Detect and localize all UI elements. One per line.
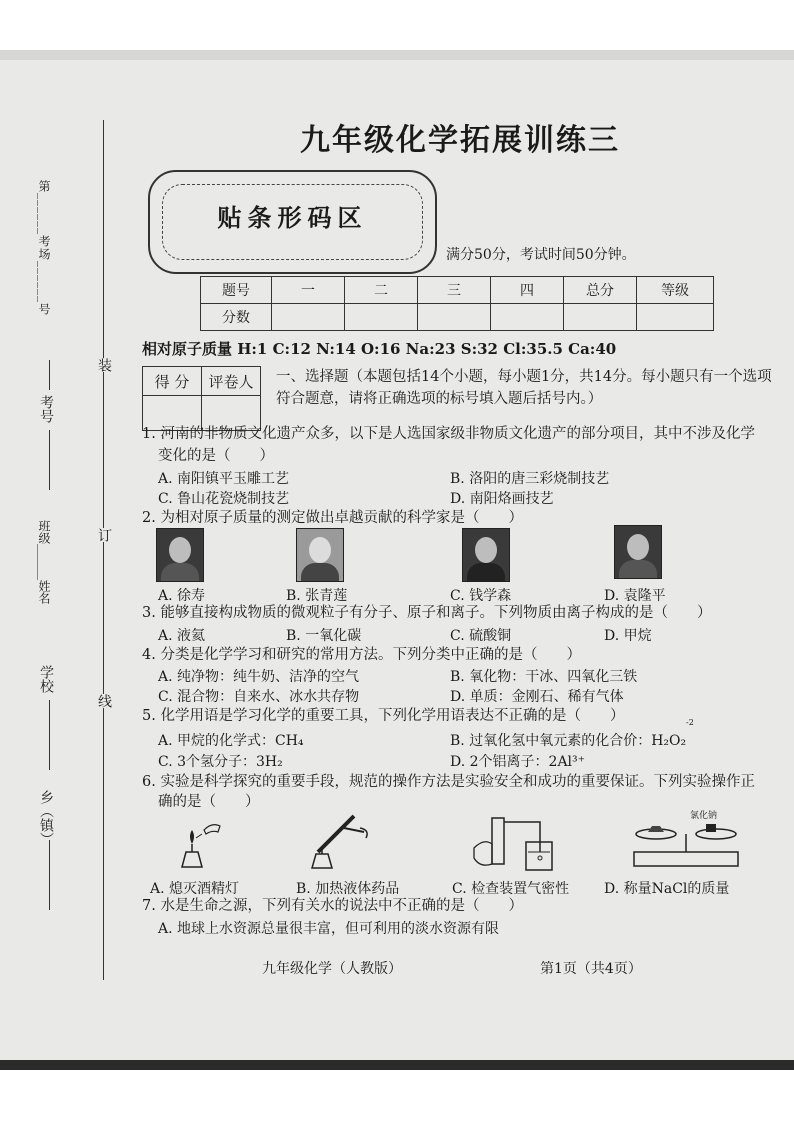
q5-option-a: A. 甲烷的化学式：CH₄	[158, 733, 304, 749]
q3-option-d: D. 甲烷	[604, 628, 652, 644]
q6-stem-2: 确的是（ ）	[158, 794, 260, 810]
q4-option-d: D. 单质：金刚石、稀有气体	[450, 689, 624, 705]
q7-stem: 7. 水是生命之源，下列有关水的说法中不正确的是（ ）	[142, 898, 523, 914]
school-line	[49, 700, 50, 770]
full-score-note: 满分50分，考试时间50分钟。	[446, 247, 636, 263]
q5-option-d: D. 2个铝离子：2Al³⁺	[450, 754, 586, 770]
score-table-header-row	[201, 277, 714, 304]
score-input-cell[interactable]	[637, 304, 714, 331]
q5-stem: 5. 化学用语是学习化学的重要工具，下列化学用语表达不正确的是（ ）	[142, 708, 625, 724]
q6-option-c: C. 检查装置气密性	[452, 881, 570, 897]
score-input-cell[interactable]	[272, 304, 345, 331]
table-cell: 等级	[637, 277, 714, 304]
paper-top-edge	[0, 50, 794, 60]
school-label: 学校	[38, 665, 54, 693]
q1-option-a: A. 南阳镇平玉雕工艺	[158, 471, 290, 487]
q6-option-d: D. 称量NaCl的质量	[604, 881, 730, 897]
footer-page-number: 第1页（共4页）	[540, 961, 642, 977]
score-input-cell[interactable]	[491, 304, 564, 331]
score-input-cell[interactable]	[564, 304, 637, 331]
bind-mark-top: 装	[96, 358, 112, 372]
table-cell: 二	[345, 277, 418, 304]
table-cell: 四	[491, 277, 564, 304]
page-title: 九年级化学拓展训练三	[300, 123, 620, 158]
q2-option-c: C. 钱学森	[450, 588, 512, 604]
q4-option-a: A. 纯净物：纯牛奶、洁净的空气	[158, 669, 360, 685]
q3-option-a: A. 液氦	[158, 628, 206, 644]
q4-stem: 4. 分类是化学学习和研究的常用方法。下列分类中正确的是（ ）	[142, 647, 581, 663]
barcode-label: 贴条形码区	[217, 203, 368, 232]
q3-option-c: C. 硫酸铜	[450, 628, 512, 644]
class-name-field: 班级______姓名	[37, 520, 51, 604]
bind-mark-bottom: 线	[96, 694, 112, 708]
table-cell: 题号	[201, 277, 272, 304]
q2-option-a: A. 徐寿	[158, 588, 206, 604]
paper-bottom-edge	[0, 1060, 794, 1070]
table-cell: 分数	[201, 304, 272, 331]
airtightness-check-illustration	[470, 808, 560, 874]
binding-line	[103, 120, 104, 980]
section-one-instructions: 一、选择题（本题包括14个小题，每小题1分，共14分。每小题只有一个选项符合题意，请将正确选项的标号填入题后括号内。）	[276, 369, 772, 407]
grader-table	[142, 366, 261, 431]
photo-xu-shou	[156, 528, 204, 582]
q5-option-b-valence: -2	[686, 718, 694, 727]
table-cell: 三	[418, 277, 491, 304]
exam-number-line	[49, 360, 50, 390]
q1-stem-2: 变化的是（ ）	[158, 448, 274, 464]
barcode-area	[148, 170, 437, 274]
q1-stem: 1. 河南的非物质文化遗产众多，以下是人选国家级非物质文化遗产的部分项目，其中不涉及化学	[142, 426, 755, 442]
town-label: 乡（镇）	[38, 790, 54, 846]
q5-option-c: C. 3个氢分子：3H₂	[158, 754, 283, 770]
q4-option-c: C. 混合物：自来水、冰水共存物	[158, 689, 360, 705]
q1-option-c: C. 鲁山花瓷烧制技艺	[158, 491, 290, 507]
exam-number-label: 考号	[38, 395, 54, 423]
score-table-score-row	[201, 304, 714, 331]
bind-mark-mid: 订	[96, 528, 112, 542]
town-line	[49, 840, 50, 910]
heating-liquid-illustration	[304, 808, 374, 872]
grader-score-label: 得 分	[143, 367, 202, 396]
grader-name-label: 评卷人	[202, 367, 261, 396]
q4-option-b: B. 氧化物：干冰、四氧化三铁	[450, 669, 638, 685]
footer-subject: 九年级化学（人教版）	[262, 961, 402, 977]
q1-option-d: D. 南阳烙画技艺	[450, 491, 554, 507]
photo-qian-xuesen	[462, 528, 510, 582]
q6-stem: 6. 实验是科学探究的重要手段，规范的操作方法是实验安全和成功的重要保证。下列实验操作正	[142, 774, 755, 790]
q2-option-b: B. 张青莲	[286, 588, 348, 604]
photo-zhang-qinglian	[296, 528, 344, 582]
q2-stem: 2. 为相对原子质量的测定做出卓越贡献的科学家是（ ）	[142, 510, 523, 526]
q6-option-d-label: 氯化钠	[690, 811, 718, 821]
q6-option-b: B. 加热液体药品	[296, 881, 400, 897]
exam-number-line-2	[49, 430, 50, 490]
score-input-cell[interactable]	[418, 304, 491, 331]
q1-option-b: B. 洛阳的唐三彩烧制技艺	[450, 471, 610, 487]
alcohol-lamp-blowing-illustration	[172, 812, 232, 872]
q7-option-a: A. 地球上水资源总量很丰富，但可利用的淡水资源有限	[158, 921, 500, 937]
table-cell: 总分	[564, 277, 637, 304]
q3-option-b: B. 一氧化碳	[286, 628, 362, 644]
photo-yuan-longping	[614, 525, 662, 579]
q2-option-d: D. 袁隆平	[604, 588, 666, 604]
table-cell: 一	[272, 277, 345, 304]
score-table	[200, 276, 714, 331]
q6-option-a: A. 熄灭酒精灯	[150, 881, 240, 897]
q5-option-b: B. 过氧化氢中氧元素的化合价：H₂O₂	[450, 733, 687, 749]
balance-weighing-illustration	[626, 812, 746, 872]
atomic-mass-line: 相对原子质量 H:1 C:12 N:14 O:16 Na:23 S:32 Cl:35.5 Ca:40	[142, 340, 617, 358]
exam-room-field: 第______考场______号	[37, 180, 51, 316]
q3-stem: 3. 能够直接构成物质的微观粒子有分子、原子和离子。下列物质由离子构成的是（ ）	[142, 605, 712, 621]
score-input-cell[interactable]	[345, 304, 418, 331]
